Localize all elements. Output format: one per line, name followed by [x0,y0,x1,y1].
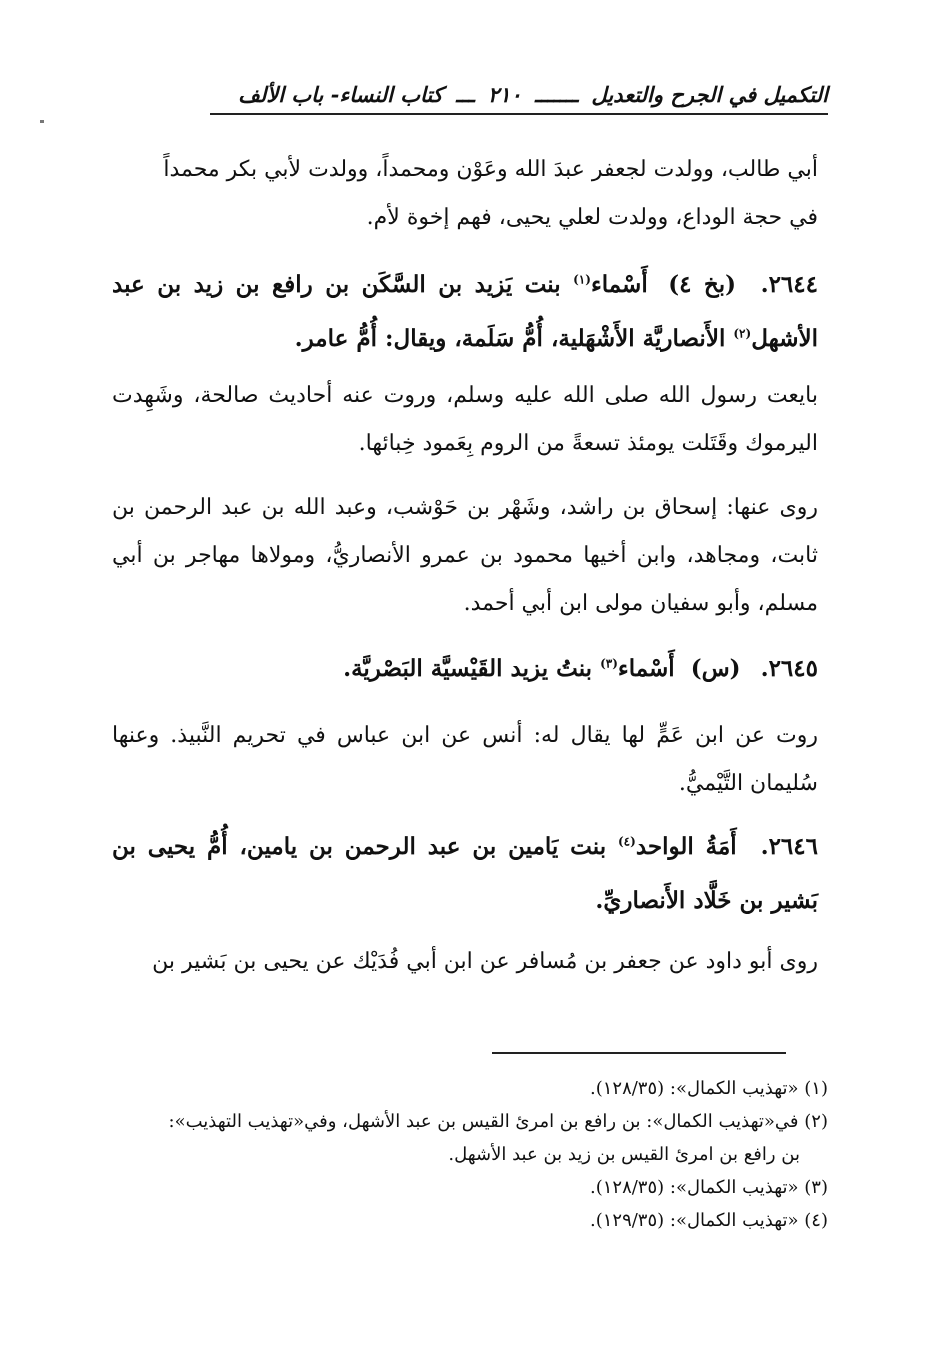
footnote [120,1204,828,1237]
entry-name: أَسْماء [590,271,648,298]
entry-paragraph [112,938,818,986]
intro-paragraph [112,146,818,242]
footnote [120,1171,828,1204]
scan-speck [40,120,44,123]
section-title: كتاب النساء- باب الألف [238,82,443,107]
footnote-divider [492,1052,786,1054]
header-dash: ـــ [456,82,475,107]
running-header [210,82,828,115]
text-line: أبي طالب، وولدت لجعفر عبدَ الله وعَوْن ومحمداً، وولدت لأبي بكر محمداً [163,157,818,182]
footnote-number: (٣) [804,1177,828,1198]
footnote-text: في«تهذيب الكمال»: بن رافع بن امرئ القيس بن عبد الأشهل، وفي«تهذيب التهذيب»: [168,1111,799,1132]
footnote-text: «تهذيب الكمال»: (١٢٨/٣٥). [589,1078,799,1099]
entry-heading [112,258,818,366]
entry-number: ٢٦٤٦. [760,833,818,860]
entry-paragraph [112,712,818,808]
entry-tag: (س) [690,655,741,682]
entry-lineage: بنتُ يزيد القَيْسيَّة البَصْريَّة. [343,655,593,682]
entry-heading [112,820,818,928]
book-title: التكميل في الجرح والتعديل [591,82,828,107]
footnotes [120,1072,828,1237]
text-line: في حجة الوداع، وولدت لعلي يحيى، فهم إخوة لأم. [366,205,818,230]
footnote-ref: (٤) [617,834,636,849]
page-number: ٢١٠ [487,82,522,107]
entry-paragraph [112,484,818,628]
footnote-number: (٢) [804,1111,828,1132]
entry-paragraph [112,372,818,468]
footnote-text: «تهذيب الكمال»: (١٢٩/٣٥). [589,1210,799,1231]
entry-number: ٢٦٤٤. [760,271,818,298]
footnote-number: (١) [804,1078,828,1099]
paragraph-text: روى أبو داود عن جعفر بن مُسافر عن ابن أبي فُدَيْك عن يحيى بن بَشير بن [152,949,818,974]
entry-lineage: بنت يَامين بن عبد الرحمن بن يامين، أُمُّ يحيى بن بَشير بن خَلَّاد الأَنصاريِّ. [112,833,818,914]
entry-tag: (بخ ٤) [668,271,737,298]
footnote-ref: (٢) [733,326,752,341]
entry-name: أَمَةُ الواحد [635,833,737,860]
footnote-number: (٤) [804,1210,828,1231]
entry-lineage: بنت يَزيد بن السَّكَن بن رافع بن زيد بن عبد الأشهل [112,271,818,352]
footnote [120,1072,828,1105]
entry-heading [112,642,818,696]
paragraph-text: روت عن ابن عَمٍّ لها يقال له: أنس عن ابن عباس في تحريم النَّبيذ. وعنها سُليمان التَّيْميُّ. [112,723,818,796]
entry-number: ٢٦٤٥. [760,655,818,682]
paragraph-text: روى عنها: إسحاق بن راشد، وشَهْر بن حَوْشب، وعبد الله بن عبد الرحمن بن ثابت، ومجاهد، وابن أخيها محمود بن عمرو الأنصاريُّ، ومولاها مهاجر بن أبي مسلم، وأبو سفيان مولى ابن أبي أحمد. [112,495,818,616]
footnote-text: «تهذيب الكمال»: (١٢٨/٣٥). [589,1177,799,1198]
footnote [120,1105,828,1138]
paragraph-text: بايعت رسول الله صلى الله عليه وسلم، وروت عنه أحاديث صالحة، وشَهِدت اليرموك وقَتَلت يومئذ تسعةً من الروم بِعَمود خِبائها. [112,383,818,456]
entry-lineage-cont: الأَنصاريَّة الأَشْهَلية، أُمُّ سَلَمة، ويقال: أُمُّ عامر. [294,325,726,352]
footnote-ref: (١) [573,272,591,287]
footnote-continuation: بن رافع بن امرئ القيس بن زيد بن عبد الأشهل. [448,1144,800,1165]
header-dash: ـــــــ [535,82,579,107]
entry-name: أَسْماء [617,655,675,682]
footnote-ref: (٣) [600,656,618,671]
